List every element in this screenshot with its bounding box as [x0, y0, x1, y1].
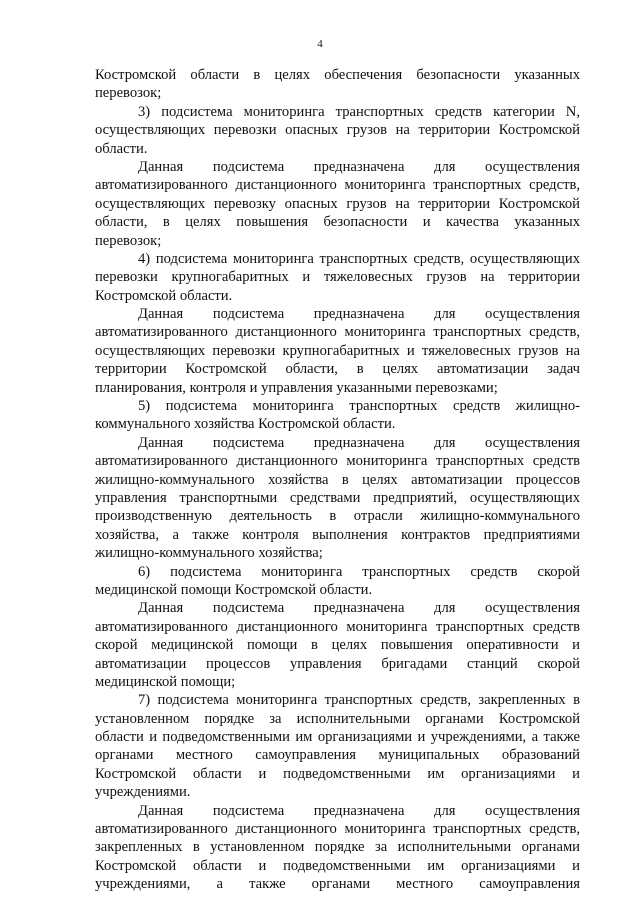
text-line: жилищно-коммунального хозяйства в целях автоматизации процессов	[95, 471, 580, 488]
text-line: хозяйства, а также контроля выполнения контрактов предприятиями	[95, 526, 580, 543]
text-line: планирования, контроля и управления указанными перевозками;	[95, 379, 498, 396]
text-line: медицинской помощи Костромской области.	[95, 581, 373, 598]
text-line: территории Костромской области, в целях автоматизации задач	[95, 361, 580, 378]
text-line: автоматизированного дистанционного мониторинга транспортных средств	[95, 453, 580, 470]
text-line: 7) подсистема мониторинга транспортных средств, закрепленных в	[138, 692, 580, 709]
document-body	[95, 66, 580, 894]
text-line: осуществляющих перевозки опасных грузов на территории Костромской	[95, 122, 580, 139]
text-line: Данная подсистема предназначена для осуществления	[138, 600, 580, 617]
text-line: учреждениями, а также органами местного самоуправления	[95, 876, 580, 893]
text-line: области и подведомственными им организациями и учреждениями, а также	[95, 729, 580, 746]
text-line: медицинской помощи;	[95, 673, 236, 690]
text-line: Костромской области.	[95, 287, 233, 304]
text-line: перевозок;	[95, 85, 162, 102]
text-line: автоматизированного дистанционного мониторинга транспортных средств,	[95, 177, 580, 194]
text-line: Данная подсистема предназначена для осуществления	[138, 434, 580, 451]
text-line: осуществляющих перевозки крупногабаритных и тяжеловесных грузов на	[95, 342, 580, 359]
text-line: 5) подсистема мониторинга транспортных средств жилищно-	[138, 398, 580, 415]
text-line: установленном порядке за исполнительными органами Костромской	[95, 710, 580, 727]
text-line: закрепленных в установленном порядке за исполнительными органами	[95, 839, 580, 856]
text-line: 6) подсистема мониторинга транспортных средств скорой	[138, 563, 580, 580]
text-line: органами местного самоуправления муниципальных образований	[95, 747, 580, 764]
text-line: Костромской области и подведомственными им организациями и	[95, 765, 580, 782]
text-line: управления транспортными средствами предприятий, осуществляющих	[95, 489, 580, 506]
text-line: автоматизации процессов управления бригадами станций скорой	[95, 655, 580, 672]
text-line: Данная подсистема предназначена для осуществления	[138, 802, 580, 819]
text-line: Данная подсистема предназначена для осуществления	[138, 306, 580, 323]
text-line: перевозки крупногабаритных и тяжеловесных грузов на территории	[95, 269, 580, 286]
text-line: области.	[95, 140, 148, 157]
text-line: Данная подсистема предназначена для осуществления	[138, 158, 580, 175]
text-line: 3) подсистема мониторинга транспортных средств категории N,	[138, 103, 580, 120]
text-line: перевозок;	[95, 232, 162, 249]
text-line: области, в целях повышения безопасности и качества указанных	[95, 214, 580, 231]
text-line: автоматизированного дистанционного мониторинга транспортных средств,	[95, 324, 580, 341]
text-line: 4) подсистема мониторинга транспортных средств, осуществляющих	[138, 250, 580, 267]
text-line: скорой медицинской помощи в целях повышения оперативности и	[95, 637, 580, 654]
text-line: учреждениями.	[95, 784, 191, 801]
text-line: Костромской области в целях обеспечения безопасности указанных	[95, 67, 580, 83]
page-number: 4	[317, 38, 323, 50]
text-line: жилищно-коммунального хозяйства;	[95, 545, 323, 562]
text-line: коммунального хозяйства Костромской области.	[95, 416, 396, 433]
text-line: автоматизированного дистанционного мониторинга транспортных средств	[95, 618, 580, 635]
text-line: производственную деятельность в отрасли жилищно-коммунального	[95, 508, 580, 525]
text-line: осуществляющих перевозку опасных грузов на территории Костромской	[95, 195, 580, 212]
text-line: Костромской области и подведомственными им организациями и	[95, 857, 580, 874]
text-line: автоматизированного дистанционного мониторинга транспортных средств,	[95, 821, 580, 838]
